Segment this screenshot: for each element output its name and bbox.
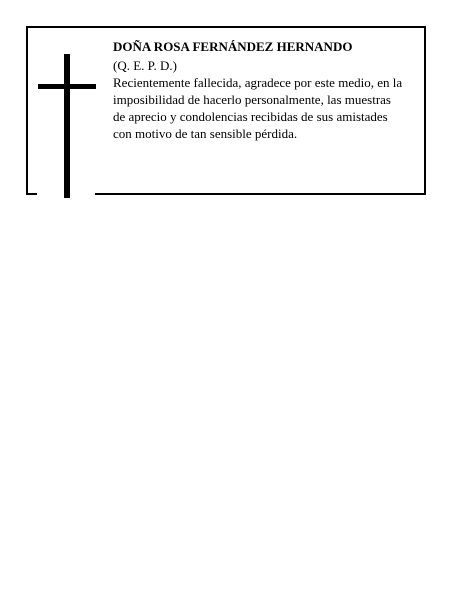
message-line: con motivo de tan sensible pérdida. (113, 126, 298, 141)
message-line: Recientemente fallecida, agradece por este medio, en la (113, 75, 403, 90)
message-line: imposibilidad de hacerlo personalmente, las muestras (113, 92, 391, 107)
deceased-name: DOÑA ROSA FERNÁNDEZ HERNANDO (113, 39, 353, 54)
cross-horizontal-bar (38, 84, 96, 89)
cross-vertical-bar (64, 54, 70, 198)
message-line: de aprecio y condolencias recibidas de sus amistades (113, 109, 388, 124)
qepd-abbreviation: (Q. E. P. D.) (113, 58, 177, 73)
gratitude-message (113, 74, 423, 142)
obituary-notice-text (113, 38, 423, 142)
